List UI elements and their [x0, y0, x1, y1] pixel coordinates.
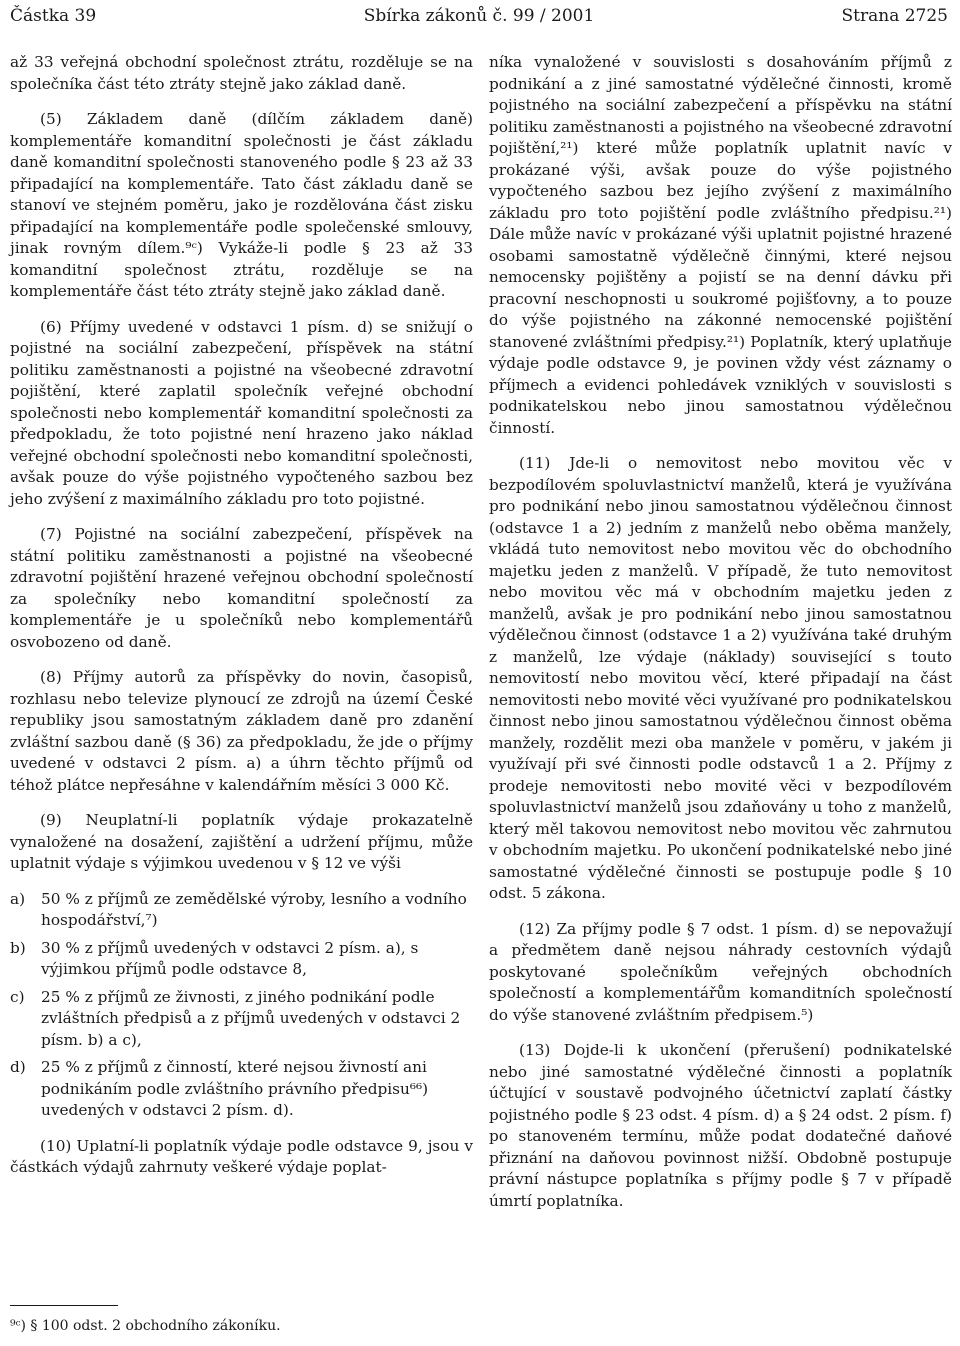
paragraph-9: (9) Neuplatní-li poplatník výdaje prokazatelně vynaložené na dosažení, zajištění a udržení příjmu, může uplatnit výdaje s výjimkou uvedenou v § 12 ve výši	[10, 811, 473, 872]
list-item-marker: d)	[10, 1058, 26, 1076]
paragraph-12: (12) Za příjmy podle § 7 odst. 1 písm. d) se nepovažují a předmětem daně nejsou náhrady cestovních výdajů poskytované společníkům veřejných obchodních společností a komplementářům komanditních společností do výše stanovené zvláštním předpisem.⁵)	[489, 919, 952, 1024]
list-item-marker: c)	[10, 987, 25, 1006]
paragraph-11: (11) Jde-li o nemovitost nebo movitou věc v bezpodílovém spoluvlastnictví manželů, která je využívána pro podnikání nebo jinou samostatnou výdělečnou činnost (odstavce 1 a 2) jedním z manželů nebo oběma manžely, vkládá tuto nemovitost nebo movitou věc do obchodního majetku jeden z manželů. V případě, že tuto nemovitost nebo movitou věc má v obchodním majetku jeden z manželů, avšak je pro podnikání nebo jinou samostatnou výdělečnou činnost (odstavce 1 a 2) využívána také druhým z manželů, lze výdaje (náklady) související s touto nemovitostí nebo movitou věcí, které připadají na část nemovitosti nebo movité věci využívané pro podnikatelskou činnost nebo jinou samostatnou výdělečnou činnost oběma manžely, rozdělit mezi oba manžele v poměru, v jakém ji využívají při své činnosti podle odstavců 1 a 2. Příjmy z prodeje nemovitosti nebo movité věci v bezpodílovém spoluvlastnictví manželů jsou zdaňovány u toho z manželů, který měl takovou nemovitost nebo movitou věc zahrnutou v obchodním majetku. Po ukončení podnikatelské nebo jiné samostatné výdělečné činnosti se postupuje podle § 10 odst. 5 zákona.	[489, 454, 952, 902]
expense-rate-list	[10, 889, 473, 1122]
page-header	[10, 6, 948, 32]
list-item-marker: b)	[10, 938, 26, 957]
paragraph-8: (8) Příjmy autorů za příspěvky do novin, časopisů, rozhlasu nebo televize plynoucí ze zdrojů na území České republiky jsou samostatným základem daně pro zdanění zvláštní sazbou daně (§ 36) za předpokladu, že jde o příjmy uvedené v odstavci 2 písm. a) a úhrn těchto příjmů od téhož plátce nepřesáhne v kalendářním měsíci 3 000 Kč.	[10, 668, 473, 794]
paragraph-5: (5) Základem daně (dílčím základem daně) komplementáře komanditní společnosti je část základu daně komanditní společnosti stanoveného podle § 23 až 33 připadající na komplementáře. Tato část základu daně se stanoví ve stejném poměru, jako je rozdělována část zisku připadající na komplementáře podle společenské smlouvy, jinak rovným dílem.⁹ᶜ) Vykáže-li podle § 23 až 33 komanditní společnost ztrátu, rozděluje se na komplementáře část této ztráty stejně jako základ daně.	[10, 110, 473, 300]
list-item-text: 30 % z příjmů uvedených v odstavci 2 písm. a), s výjimkou příjmů podle odstavce 8,	[41, 938, 419, 978]
header-part-label: Částka 39	[10, 6, 97, 26]
list-item	[10, 1057, 473, 1122]
list-item-text: 25 % z příjmů ze živnosti, z jiného podnikání podle zvláštních předpisů a z příjmů uvedených v odstavci 2 písm. b) a c),	[41, 987, 461, 1049]
header-collection-label: Sbírka zákonů č. 99 / 2001	[363, 6, 595, 26]
list-item	[10, 889, 473, 932]
footnote: ⁹ᶜ) § 100 odst. 2 obchodního zákoníku.	[10, 1318, 281, 1334]
list-item	[10, 987, 473, 1052]
left-column	[10, 52, 473, 1193]
paragraph-13: (13) Dojde-li k ukončení (přerušení) podnikatelské nebo jiné samostatné výdělečné činnosti a poplatník účtující v soustavě podvojného účetnictví zaplatí částky pojistného podle § 23 odst. 4 písm. d) a § 24 odst. 2 písm. f) po stanoveném termínu, může podat dodatečné daňové přiznání na daňovou povinnost nižší. Obdobně postupuje právní nástupce poplatníka s příjmy podle § 7 v případě úmrtí poplatníka.	[489, 1041, 952, 1210]
list-item-text: 25 % z příjmů z činností, které nejsou živností ani podnikáním podle zvláštního právního předpisu⁶⁶) uvedených v odstavci 2 písm. d).	[41, 1058, 429, 1119]
paragraph-10-continued: níka vynaložené v souvislosti s dosahováním příjmů z podnikání a z jiné samostatné výdělečné činnosti, kromě pojistného na sociální zabezpečení a příspěvku na státní politiku zaměstnanosti a pojistného na všeobecné zdravotní pojištění,²¹) které může poplatník uplatnit navíc v prokázané výši, avšak pouze do výše pojistného vypočteného sazbou bez jejího zvýšení z maximálního základu pro toto pojištění podle zvláštního předpisu.²¹) Dále může navíc v prokázané výši uplatnit pojistné hrazené osobami samostatně výdělečně činnými, které nejsou nemocensky pojištěny a pojistí se na denní dávku při pracovní neschopnosti u soukromé pojišťovny, a to pouze do výše pojistného na zákonné nemocenské pojištění stanovené zvláštními předpisy.²¹) Poplatník, který uplatňuje výdaje podle odstavce 9, je povinen vždy vést záznamy o příjmech a evidenci pohledávek vzniklých v souvislosti s podnikatelskou nebo jinou samostatnou výdělečnou činností.	[489, 53, 952, 437]
paragraph-intro: až 33 veřejná obchodní společnost ztrátu, rozděluje se na společníka část této ztráty stejně jako základ daně.	[10, 53, 473, 93]
footnote-divider	[10, 1305, 118, 1306]
right-column	[489, 52, 952, 1226]
paragraph-6: (6) Příjmy uvedené v odstavci 1 písm. d) se snižují o pojistné na sociální zabezpečení, příspěvek na státní politiku zaměstnanosti a pojistné na všeobecné zdravotní pojištění, které zaplatil společník veřejné obchodní společnosti nebo komplementář komanditní společnosti za předpokladu, že toto pojistné není hrazeno jako náklad veřejné obchodní společnosti nebo komanditní společnosti, avšak pouze do výše pojistného vypočteného sazbou bez jeho zvýšení z maximálního základu pro toto pojistné.	[10, 317, 473, 508]
list-item	[10, 938, 473, 981]
paragraph-10: (10) Uplatní-li poplatník výdaje podle odstavce 9, jsou v částkách výdajů zahrnuty veškeré výdaje poplat-	[10, 1136, 473, 1176]
paragraph-7: (7) Pojistné na sociální zabezpečení, příspěvek na státní politiku zaměstnanosti a pojistné na všeobecné zdravotní pojištění hrazené veřejnou obchodní společností za společníky nebo komanditní společností za komplementáře je u společníků nebo komplementářů osvobozeno od daně.	[10, 525, 473, 651]
list-item-text: 50 % z příjmů ze zemědělské výroby, lesního a vodního hospodářství,⁷)	[41, 889, 467, 929]
header-page-number: Strana 2725	[841, 6, 948, 26]
list-item-marker: a)	[10, 889, 26, 908]
